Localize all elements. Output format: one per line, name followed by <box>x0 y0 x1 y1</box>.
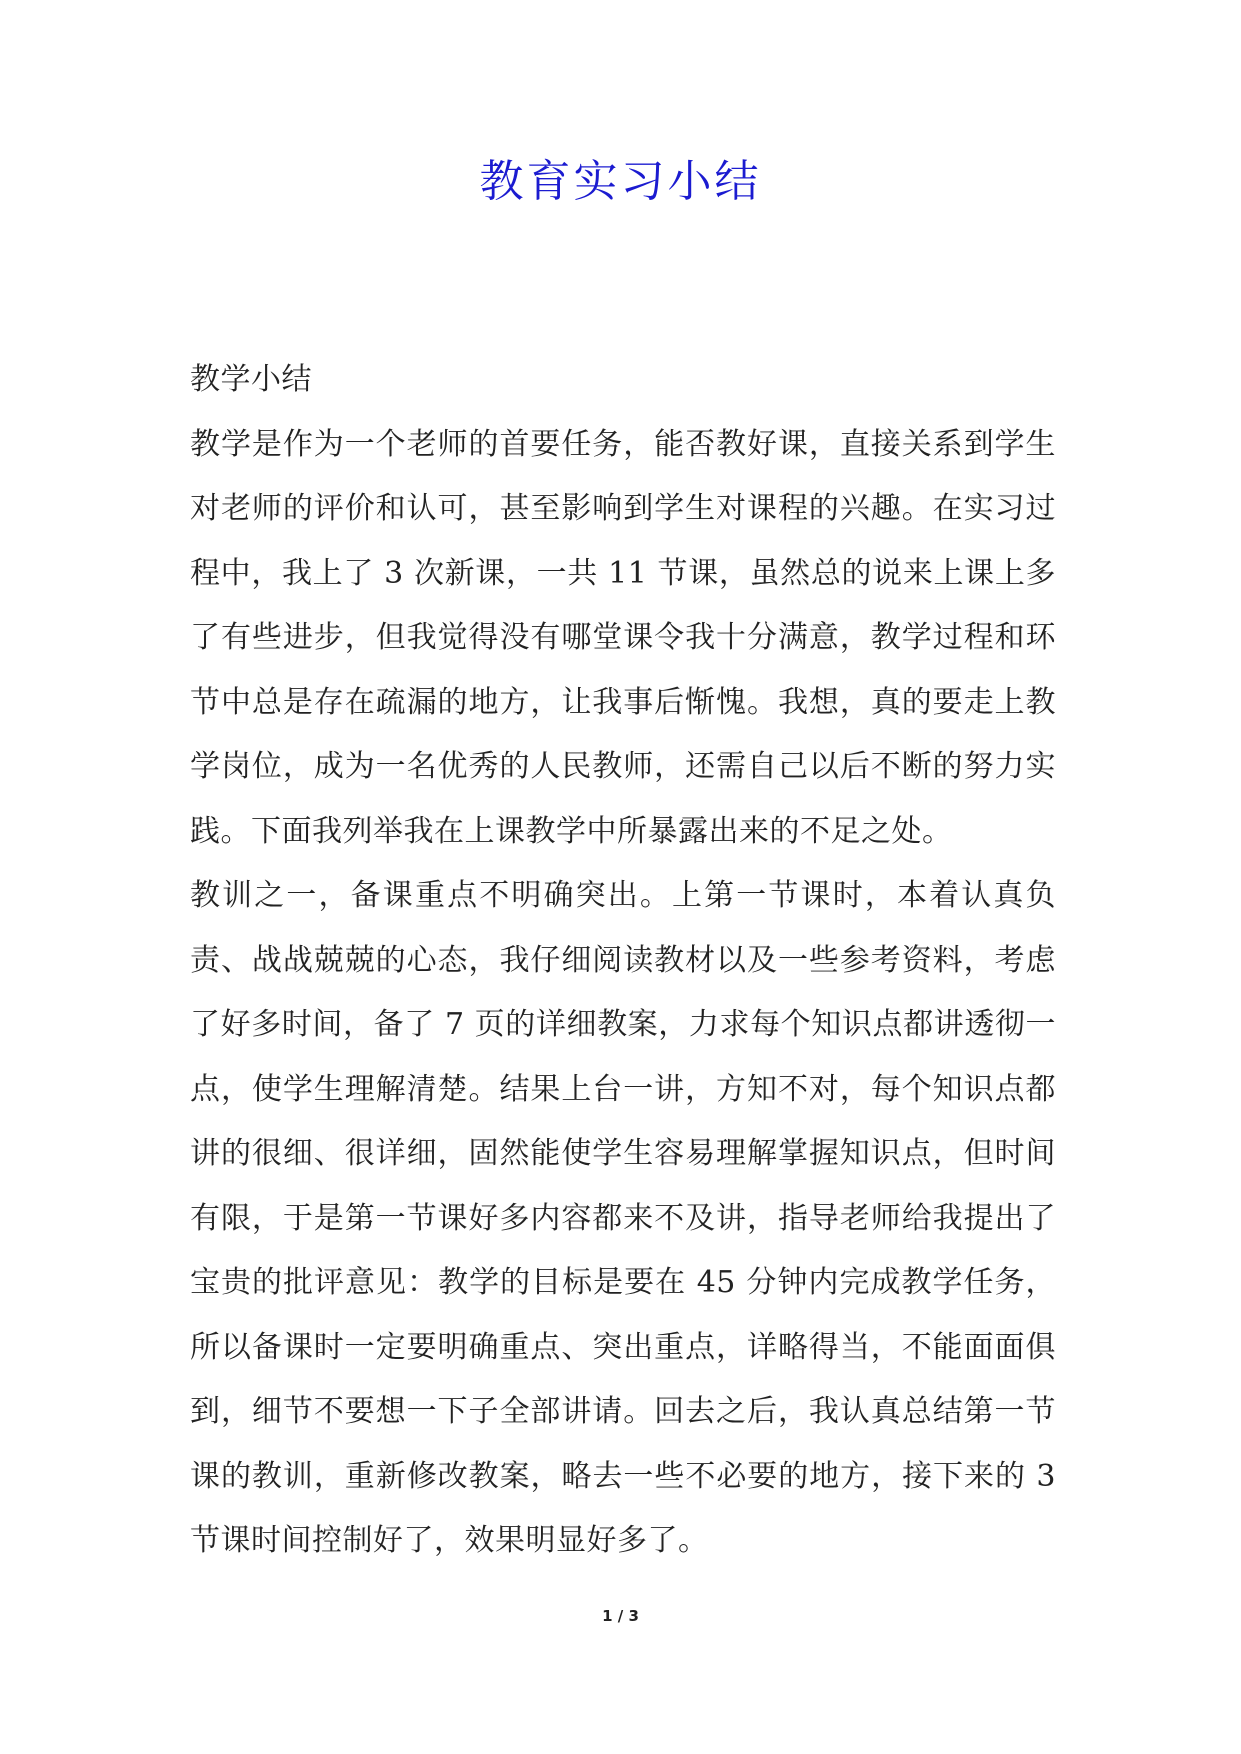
page-number: 1 / 3 <box>602 1607 639 1625</box>
document-title: 教育实习小结 <box>479 156 762 207</box>
paragraph: 教训之一，备课重点不明确突出。上第一节课时，本着认真负责、战战兢兢的心态，我仔细阅读教材以及一些参考资料，考虑了好多时间，备了 7 页的详细教案，力求每个知识点都讲透彻一点，使学生理解清楚。结果上台一讲，方知不对，每个知识点都讲的很细、很详细，固然能使学生容易理解掌握知识点，但时间有限，于是第一节课好多内容都来不及讲，指导老师给我提出了宝贵的批评意见：教学的目标是要在 45 分钟内完成教学任务，所以备课时一定要明确重点、突出重点，详略得当，不能面面俱到，细节不要想一下子全部讲请。回去之后，我认真总结第一节课的教训，重新修改教案，略去一些不必要的地方，接下来的 3 节课时间控制好了，效果明显好多了。 <box>190 878 1056 1558</box>
document-body <box>190 348 1056 1574</box>
paragraph: 教学是作为一个老师的首要任务，能否教好课，直接关系到学生对老师的评价和认可，甚至影响到学生对课程的兴趣。在实习过程中，我上了 3 次新课，一共 11 节课，虽然总的说来上课上多了有些进步，但我觉得没有哪堂课令我十分满意，教学过程和环节中总是存在疏漏的地方，让我事后惭愧。我想，真的要走上教学岗位，成为一名优秀的人民教师，还需自己以后不断的努力实践。下面我列举我在上课教学中所暴露出来的不足之处。 <box>190 426 1056 849</box>
section-heading: 教学小结 <box>190 362 312 397</box>
